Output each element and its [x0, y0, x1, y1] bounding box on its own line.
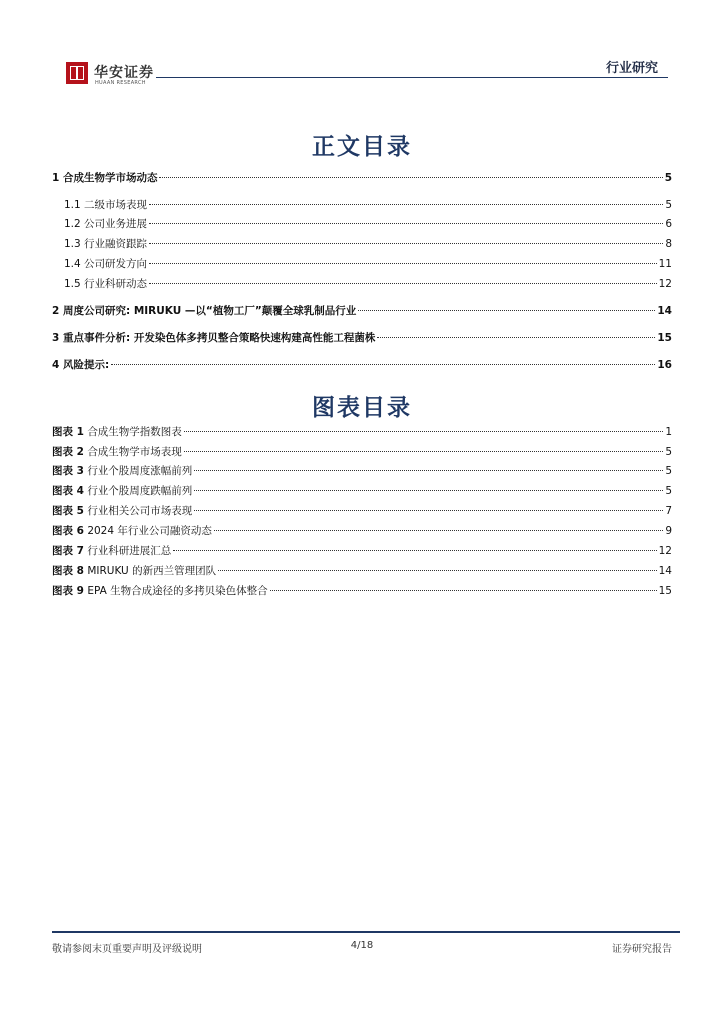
figure-number: 图表 4	[52, 485, 84, 497]
figure-label: EPA 生物合成途径的多拷贝染色体整合	[87, 585, 268, 597]
figure-number: 图表 7	[52, 545, 84, 557]
figure-entry[interactable]	[52, 545, 672, 558]
figure-number: 图表 6	[52, 525, 84, 537]
figure-page: 5	[665, 465, 672, 477]
leader-dots	[358, 310, 655, 311]
leader-dots	[111, 364, 655, 365]
footer-disclaimer: 敬请参阅末页重要声明及评级说明	[52, 944, 202, 955]
figure-number: 图表 3	[52, 465, 84, 477]
leader-dots	[149, 243, 663, 244]
toc-entry-page: 14	[657, 305, 672, 317]
footer-report-type: 证券研究报告	[612, 944, 672, 955]
figure-label: 行业相关公司市场表现	[87, 505, 193, 517]
figure-label: 行业个股周度涨幅前列	[87, 465, 193, 477]
figure-label: 合成生物学指数图表	[87, 426, 182, 438]
logo-text-en: HUAAN RESEARCH	[95, 80, 146, 86]
toc-entry-label: 3 重点事件分析: 开发染色体多拷贝整合策略快速构建高性能工程菌株	[52, 332, 376, 344]
figure-entry[interactable]	[52, 485, 672, 498]
figure-label: 合成生物学市场表现	[87, 446, 182, 458]
leader-dots	[214, 530, 663, 531]
figure-entry[interactable]	[52, 505, 672, 518]
figure-entry[interactable]	[52, 525, 672, 538]
figure-label: 行业科研进展汇总	[87, 545, 172, 557]
figure-label: 行业个股周度跌幅前列	[87, 485, 193, 497]
toc-entry-label: 4 风险提示:	[52, 359, 110, 371]
figure-label: MIRUKU 的新西兰管理团队	[87, 565, 217, 577]
figure-entry[interactable]	[52, 446, 672, 459]
figure-page: 9	[665, 525, 672, 537]
leader-dots	[159, 177, 662, 178]
logo-text-cn: 华安证券	[94, 65, 154, 81]
figure-entry[interactable]	[52, 585, 672, 598]
leader-dots	[149, 283, 657, 284]
header-title: 行业研究	[605, 61, 658, 76]
toc-entry[interactable]	[52, 359, 672, 372]
figure-page: 7	[665, 505, 672, 517]
toc-entry-page: 11	[658, 258, 672, 270]
header-divider	[156, 77, 668, 78]
figure-entry[interactable]	[52, 426, 672, 439]
leader-dots	[184, 451, 664, 452]
figure-number: 图表 8	[52, 565, 84, 577]
leader-dots	[173, 550, 656, 551]
toc-entry[interactable]	[64, 258, 672, 271]
leader-dots	[194, 470, 663, 471]
toc-entry[interactable]	[64, 218, 672, 231]
toc-entry-label: 1.3 行业融资跟踪	[64, 238, 148, 250]
toc-entry-page: 8	[665, 238, 672, 250]
leader-dots	[194, 510, 663, 511]
figure-page: 5	[665, 485, 672, 497]
leader-dots	[377, 337, 655, 338]
figure-page: 1	[665, 426, 672, 438]
toc-entry[interactable]	[52, 172, 672, 185]
page-number: 4/18	[350, 940, 374, 951]
toc-entry-page: 12	[658, 278, 672, 290]
leader-dots	[149, 204, 663, 205]
figure-page: 14	[658, 565, 672, 577]
figure-page: 15	[658, 585, 672, 597]
toc-entry-label: 2 周度公司研究: MIRUKU —以“植物工厂”颠覆全球乳制品行业	[52, 305, 357, 317]
toc-entry-label: 1.1 二级市场表现	[64, 199, 148, 211]
figure-page: 5	[665, 446, 672, 458]
toc-entry-page: 15	[657, 332, 672, 344]
toc-entry-page: 5	[664, 172, 672, 184]
figure-page: 12	[658, 545, 672, 557]
company-logo-icon	[66, 62, 88, 84]
toc-title: 正文目录	[312, 133, 412, 160]
figure-label: 2024 年行业公司融资动态	[87, 525, 212, 537]
toc-entry-label: 1 合成生物学市场动态	[52, 172, 158, 184]
toc-entry-label: 1.4 公司研发方向	[64, 258, 148, 270]
leader-dots	[149, 263, 657, 264]
leader-dots	[270, 590, 657, 591]
leader-dots	[184, 431, 664, 432]
toc-entry[interactable]	[64, 199, 672, 212]
toc-entry-page: 6	[665, 218, 672, 230]
figure-entry[interactable]	[52, 565, 672, 578]
toc-entry[interactable]	[64, 238, 672, 251]
figure-number: 图表 5	[52, 505, 84, 517]
footer-divider	[52, 931, 680, 933]
figures-title: 图表目录	[312, 394, 412, 421]
toc-entry[interactable]	[64, 278, 672, 291]
figure-entry[interactable]	[52, 465, 672, 478]
toc-entry[interactable]	[52, 305, 672, 318]
figure-number: 图表 2	[52, 446, 84, 458]
toc-entry[interactable]	[52, 332, 672, 345]
toc-entry-page: 5	[665, 199, 672, 211]
toc-entry-label: 1.5 行业科研动态	[64, 278, 148, 290]
leader-dots	[194, 490, 663, 491]
toc-entry-label: 1.2 公司业务进展	[64, 218, 148, 230]
figure-number: 图表 1	[52, 426, 84, 438]
leader-dots	[218, 570, 657, 571]
toc-entry-page: 16	[657, 359, 672, 371]
leader-dots	[149, 223, 663, 224]
figure-number: 图表 9	[52, 585, 84, 597]
